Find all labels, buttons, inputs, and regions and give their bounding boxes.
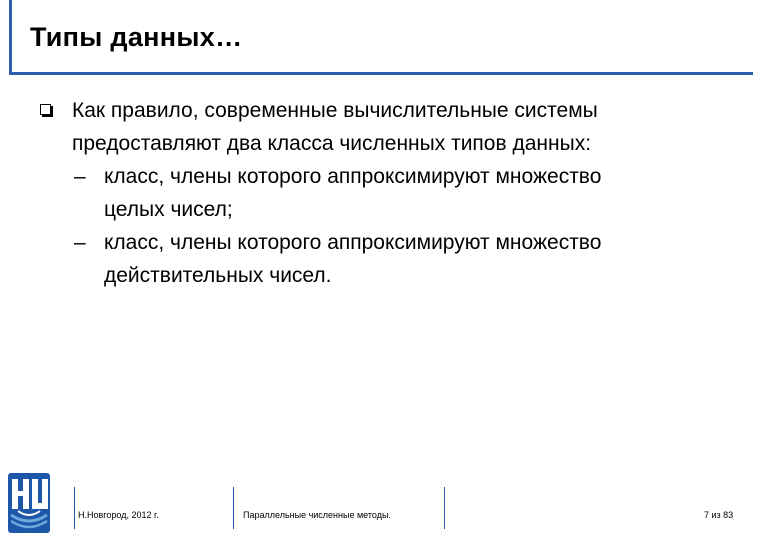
dash-marker: –: [74, 231, 86, 254]
sub-item-line-1: класс, члены которого аппроксимируют множество: [104, 165, 602, 188]
slide-title: Типы данных…: [30, 22, 243, 52]
sub-item-line-2: действительных чисел.: [104, 264, 332, 287]
bullet-text: [72, 94, 762, 160]
footer-divider: [74, 487, 75, 529]
sub-item-text: [104, 160, 601, 226]
dash-marker: –: [74, 165, 86, 188]
sub-item-text: [104, 226, 601, 292]
bullet-text-line-2: предоставляют два класса численных типов данных:: [72, 132, 592, 155]
sub-item-line-2: целых чисел;: [104, 198, 233, 221]
square-bullet-icon: [40, 104, 51, 115]
university-logo-icon: [6, 471, 52, 535]
footer-page-number: 7 из 83: [704, 510, 734, 520]
bullet-text-line-1: Как правило, современные вычислительные системы: [72, 99, 598, 122]
footer-divider: [444, 487, 445, 529]
sub-item-line-1: класс, члены которого аппроксимируют множество: [104, 231, 602, 254]
footer-course-title: Параллельные численные методы.: [243, 510, 391, 520]
footer-location-year: Н.Новгород, 2012 г.: [78, 510, 159, 520]
footer-divider: [233, 487, 234, 529]
